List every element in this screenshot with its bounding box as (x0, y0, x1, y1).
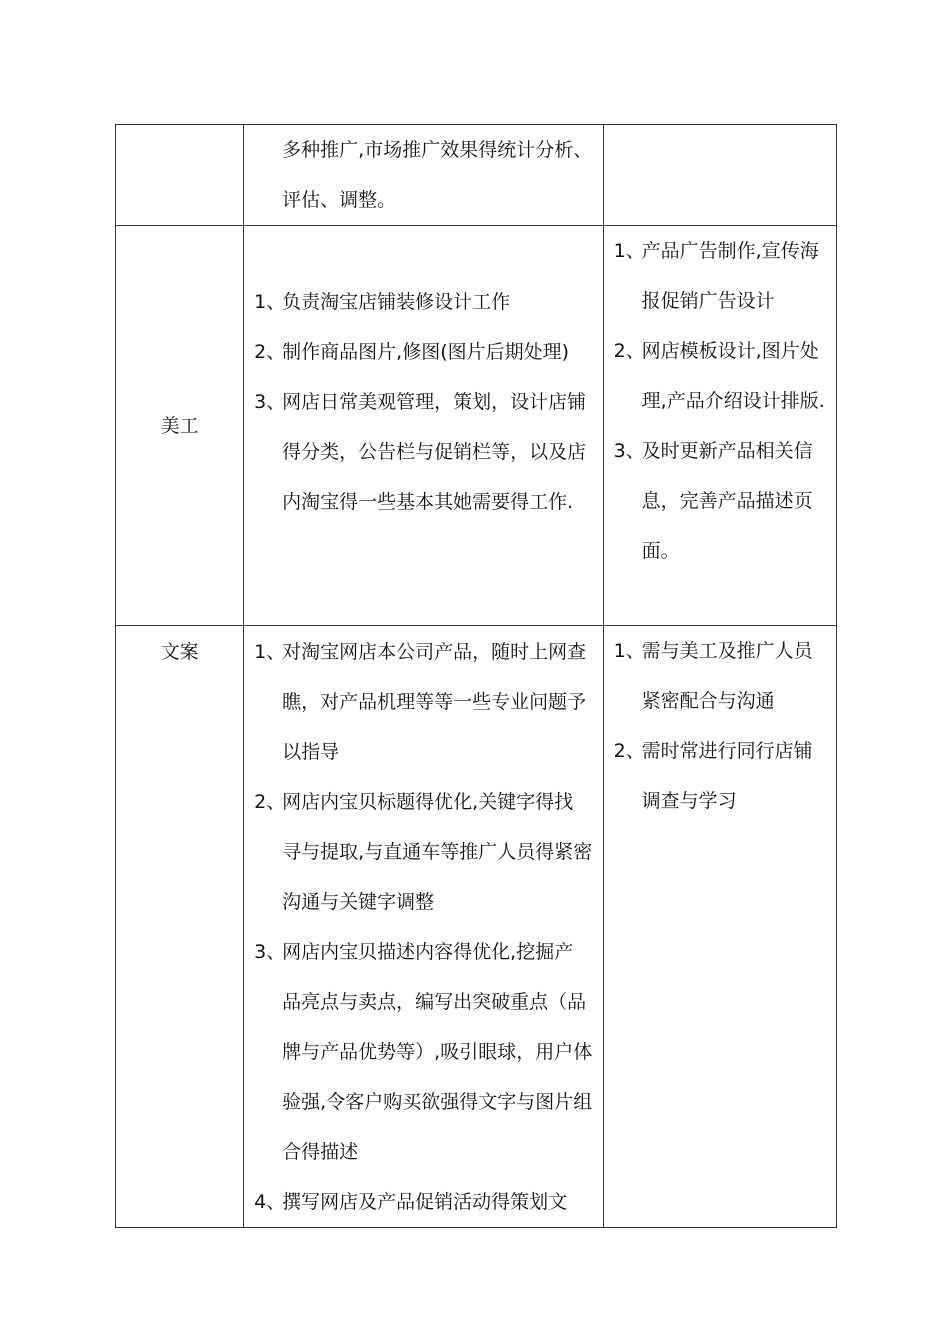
item-number: 2、 (613, 340, 645, 362)
item-number: 1、 (254, 291, 286, 313)
duty-text-line: 寻与提取,与直通车等推广人员得紧密 (282, 841, 593, 863)
requirement-text-line: 网店模板设计,图片处 (641, 340, 819, 362)
role-cell-empty (116, 125, 244, 226)
requirement-item (604, 426, 836, 576)
requirement-text-line: 及时更新产品相关信 (641, 440, 813, 462)
requirement-text-line: 面。 (641, 540, 680, 562)
requirement-item (604, 626, 836, 726)
requirement-text-line: 息，完善产品描述页 (641, 490, 813, 512)
duty-text-line: 验强,令客户购买欲强得文字与图片组 (282, 1091, 593, 1113)
requirement-text-line: 调查与学习 (641, 790, 737, 812)
item-number: 3、 (613, 440, 645, 462)
duty-cell-wenan (244, 626, 603, 1228)
item-number: 3、 (254, 941, 286, 963)
requirement-text-line: 紧密配合与沟通 (641, 690, 775, 712)
requirement-cell-empty (603, 125, 836, 226)
duty-text-line: 评估、调整。 (282, 189, 397, 211)
duty-text-line: 得分类，公告栏与促销栏等，以及店 (282, 441, 587, 463)
duty-text-line: 沟通与关键字调整 (282, 891, 435, 913)
requirement-text-line: 需与美工及推广人员 (641, 640, 813, 662)
duty-text-line: 牌与产品优势等）,吸引眼球，用户体 (282, 1041, 593, 1063)
item-number: 2、 (254, 341, 286, 363)
requirement-text-line: 理,产品介绍设计排版. (641, 390, 825, 412)
requirement-item (604, 226, 836, 326)
duty-text-line: 对淘宝网店本公司产品，随时上网查 (282, 641, 587, 663)
duty-text-line: 以指导 (282, 741, 340, 763)
duty-cell-meigong (244, 226, 603, 626)
duty-text-line: 合得描述 (282, 1141, 359, 1163)
table-row-meigong (116, 226, 837, 626)
item-number: 1、 (613, 640, 645, 662)
duty-item (244, 327, 602, 377)
requirement-text-line: 需时常进行同行店铺 (641, 740, 813, 762)
duty-item (244, 927, 602, 1177)
item-number: 3、 (254, 391, 286, 413)
role-label-meigong: 美工 (116, 226, 244, 626)
item-number: 1、 (613, 240, 645, 262)
requirement-text-line: 报促销广告设计 (641, 290, 775, 312)
duty-text-line: 撰写网店及产品促销活动得策划文 (282, 1191, 568, 1213)
requirement-cell-meigong (603, 226, 836, 626)
item-number: 2、 (254, 791, 286, 813)
duty-text-line: 多种推广,市场推广效果得统计分析、 (282, 139, 593, 161)
duty-item (244, 627, 602, 777)
table-row-wenan (116, 626, 837, 1228)
table-row-continuation (116, 125, 837, 226)
requirement-item (604, 326, 836, 426)
duty-text-line: 网店内宝贝标题得优化,关键字得找 (282, 791, 574, 813)
duty-text-line: 内淘宝得一些基本其她需要得工作. (282, 491, 574, 513)
job-duties-table (115, 124, 837, 1228)
duty-text-line: 瞧，对产品机理等等一些专业问题予 (282, 691, 587, 713)
item-number: 4、 (254, 1191, 286, 1213)
item-number: 2、 (613, 740, 645, 762)
duty-item (244, 277, 602, 327)
role-label-wenan: 文案 (116, 626, 244, 1228)
duty-text-line: 网店内宝贝描述内容得优化,挖掘产 (282, 941, 574, 963)
duty-cell-continuation (244, 125, 603, 226)
duty-text-line: 制作商品图片,修图(图片后期处理) (282, 341, 570, 363)
duty-item (244, 1177, 602, 1227)
requirement-cell-wenan (603, 626, 836, 1228)
duty-text-line: 负责淘宝店铺装修设计工作 (282, 291, 511, 313)
duty-text-line: 网店日常美观管理，策划，设计店铺 (282, 391, 587, 413)
duty-item (244, 777, 602, 927)
item-number: 1、 (254, 641, 286, 663)
duty-text-line: 品亮点与卖点，编写出突破重点（品 (282, 991, 587, 1013)
duty-item (244, 377, 602, 527)
requirement-item (604, 726, 836, 826)
requirement-text-line: 产品广告制作,宣传海 (641, 240, 819, 262)
